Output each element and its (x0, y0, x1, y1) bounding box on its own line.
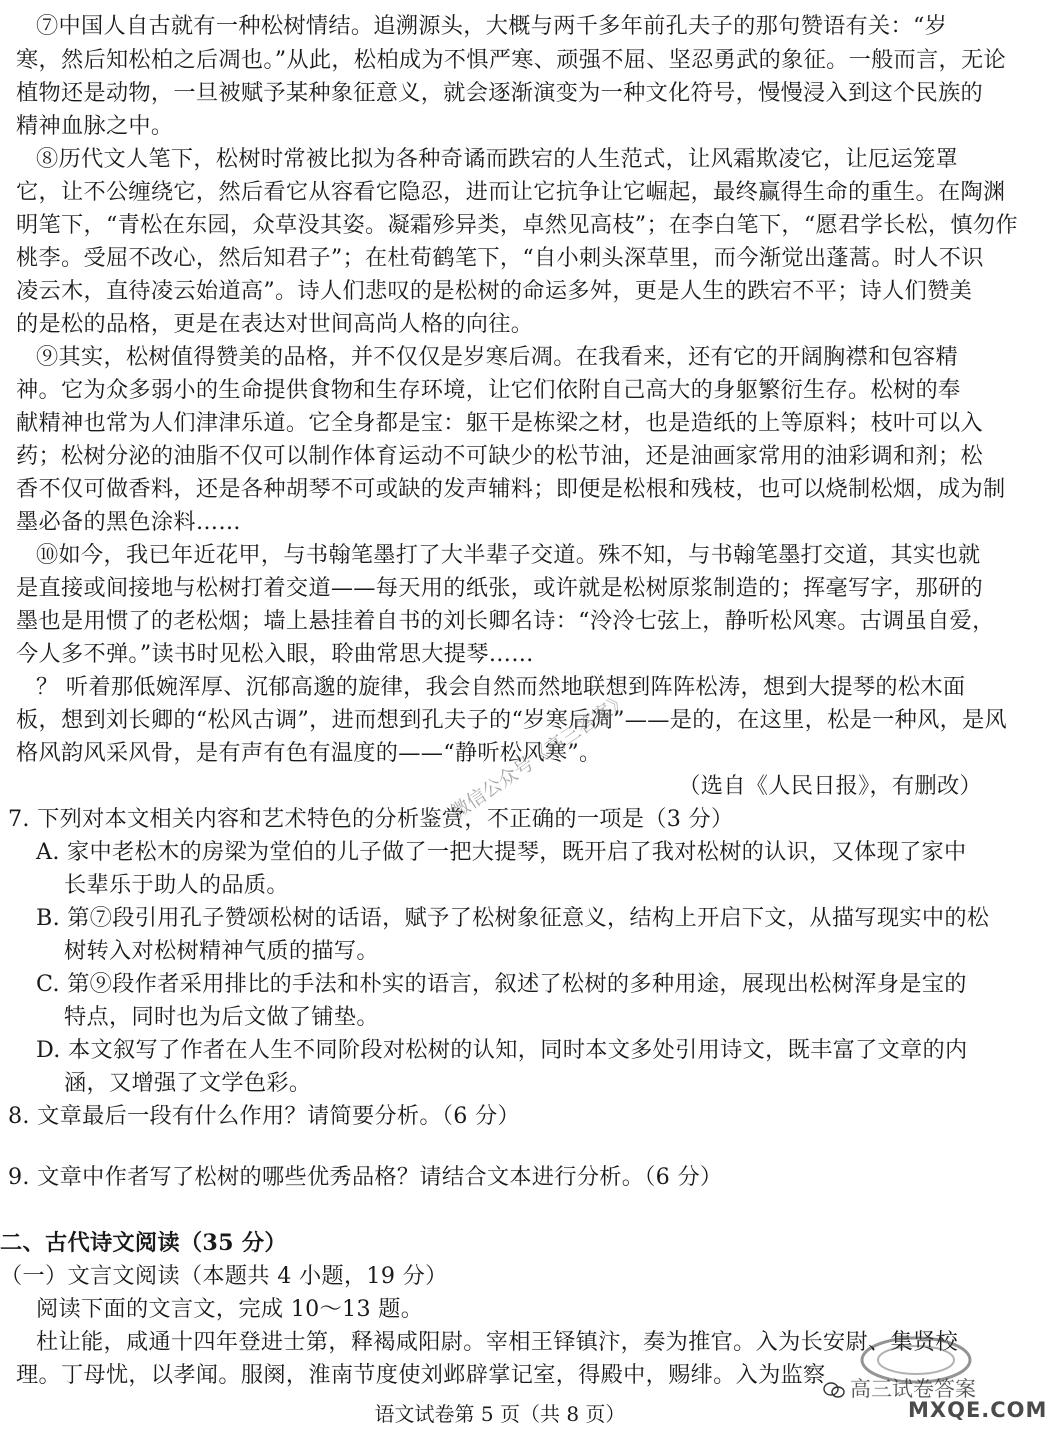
paragraph-7-line: ⑦中国人自古就有一种松树情结。追溯源头，大概与两千多年前孔夫子的那句赞语有关：“岁 (36, 13, 948, 39)
paragraph-8-line: ⑧历代文人笔下，松树时常被比拟为各种奇谲而跌宕的人生范式，让风霜欺凌它，让厄运笼罩 (36, 146, 958, 172)
classical-text-line: 杜让能，咸通十四年登进士第，释褐咸阳尉。宰相王铎镇汴，奏为推官。入为长安尉、集贤校 (36, 1329, 958, 1355)
question-7-option-d-cont: 涵，又增强了文学色彩。 (64, 1070, 312, 1096)
section-2-subtitle: （一）文言文阅读（本题共 4 小题，19 分） (0, 1263, 448, 1289)
paragraph-7-line: 寒，然后知松柏之后凋也。”从此，松柏成为不惧严寒、顽强不屈、坚忍勇武的象征。一般而言，无论 (16, 47, 1006, 73)
paragraph-8-line: 的是松的品格，更是在表达对世间高尚人格的向往。 (16, 311, 534, 337)
paragraph-11-line: 格风韵风采风骨，是有声有色有温度的——“静听松风寒”。 (16, 740, 602, 766)
paragraph-10-line: 墨也是用惯了的老松烟；墙上悬挂着自书的刘长卿名诗：“泠泠七弦上，静听松风寒。古调虽自爱， (16, 608, 995, 634)
section-2-instruction: 阅读下面的文言文，完成 10～13 题。 (36, 1296, 424, 1322)
paragraph-10-line: 今人多不弹。”读书时见松入眼，聆曲常思大提琴…… (16, 641, 534, 667)
question-7-option-a: A. 家中老松木的房梁为堂伯的儿子做了一把大提琴，既开启了我对松树的认识，又体现了家中 (36, 839, 967, 865)
question-7-option-c: C. 第⑨段作者采用排比的手法和朴实的语言，叙述了松树的多种用途，展现出松树浑身是宝的 (36, 971, 967, 997)
paragraph-10-line: ⑩如今，我已年近花甲，与书翰笔墨打了大半辈子交道。殊不知，与书翰笔墨打交道，其实也就 (36, 542, 981, 568)
question-7-option-d: D. 本文叙写了作者在人生不同阶段对松树的认知，同时本文多处引用诗文，既丰富了文章的内 (36, 1037, 968, 1063)
paragraph-9-line: 献精神也常为人们津津乐道。它全身都是宝：躯干是栋梁之材，也是造纸的上等原料；枝叶可以入 (16, 410, 983, 436)
watermark-corner-text: 高三试卷答案 (850, 1377, 976, 1401)
paragraph-10-line: 是直接或间接地与松树打着交道——每天用的纸张，或许就是松树原浆制造的；挥毫写字，那研的 (16, 575, 983, 601)
page-footer: 语文试卷第 5 页（共 8 页） (374, 1402, 626, 1426)
watermark-center: 微信公众号《高三答案》 (446, 688, 633, 824)
paragraph-8-line: 桃李。受屈不改心，然后知君子”；在杜荀鹤笔下，“自小刺头深草里，而今渐觉出蓬蒿。时人不识 (16, 245, 984, 271)
paragraph-9-line: ⑨其实，松树值得赞美的品格，并不仅仅是岁寒后凋。在我看来，还有它的开阔胸襟和包容精 (36, 344, 958, 370)
question-9: 9. 文章中作者写了松树的哪些优秀品格？请结合文本进行分析。（6 分） (8, 1164, 723, 1190)
paragraph-7-line: 植物还是动物，一旦被赋予某种象征意义，就会逐渐演变为一种文化符号，慢慢浸入到这个民族的 (16, 80, 983, 106)
source-citation: （选自《人民日报》，有删改） (678, 773, 982, 799)
question-7-option-b-cont: 树转入对松树精神气质的描写。 (64, 938, 379, 964)
classical-text-line: 理。丁母忧，以孝闻。服阕，淮南节度使刘邺辟掌记室，得殿中，赐绯。入为监察 (16, 1362, 826, 1388)
question-7-option-c-cont: 特点，同时也为后文做了铺垫。 (64, 1004, 379, 1030)
paragraph-9-line: 香不仅可做香料，还是各种胡琴不可或缺的发声辅料；即便是松根和残枝，也可以烧制松烟，成为制 (16, 476, 1006, 502)
paragraph-7-line: 精神血脉之中。 (16, 113, 174, 139)
paragraph-11-line: ？ 听着那低婉浑厚、沉郁高邈的旋律，我会自然而然地联想到阵阵松涛，想到大提琴的松木面 (36, 674, 966, 700)
paragraph-8-line: 凌云木，直待凌云始道高”。诗人们悲叹的是松树的命运多舛，更是人生的跌宕不平；诗人们赞美 (16, 278, 973, 304)
wechat-icon (823, 1382, 845, 1398)
paragraph-11-line: 板，想到刘长卿的“松风古调”，进而想到孔夫子的“岁寒后凋”——是的，在这里，松是一种风，是风 (16, 707, 1008, 733)
paragraph-8-line: 明笔下，“青松在东园，众草没其姿。凝霜殄异类，卓然见高枝”；在李白笔下，“愿君学长松，慎勿作 (16, 212, 1018, 238)
paragraph-9-line: 神。它为众多弱小的生命提供食物和生存环境，让它们依附自己高大的身躯繁衍生存。松树的奉 (16, 377, 961, 403)
paragraph-9-line: 墨必备的黑色涂料…… (16, 509, 241, 535)
watermark-corner-domain: MXQE.COM (908, 1398, 1047, 1422)
section-2-title: 二、古代诗文阅读（35 分） (0, 1230, 287, 1256)
question-8: 8. 文章最后一段有什么作用？请简要分析。（6 分） (8, 1103, 521, 1129)
question-7-option-b: B. 第⑦段引用孔子赞颂松树的话语，赋予了松树象征意义，结构上开启下文，从描写现实中的松 (36, 905, 990, 931)
question-7: 7. 下列对本文相关内容和艺术特色的分析鉴赏，不正确的一项是（3 分） (8, 806, 734, 832)
question-7-option-a-cont: 长辈乐于助人的品质。 (64, 872, 289, 898)
paragraph-8-line: 它，让不公缠绕它，然后看它从容看它隐忍，进而让它抗争让它崛起，最终赢得生命的重生。在陶渊 (16, 179, 1006, 205)
paragraph-9-line: 药；松树分泌的油脂不仅可以制作体育运动不可缺少的松节油，还是油画家常用的油彩调和剂；松 (16, 443, 983, 469)
